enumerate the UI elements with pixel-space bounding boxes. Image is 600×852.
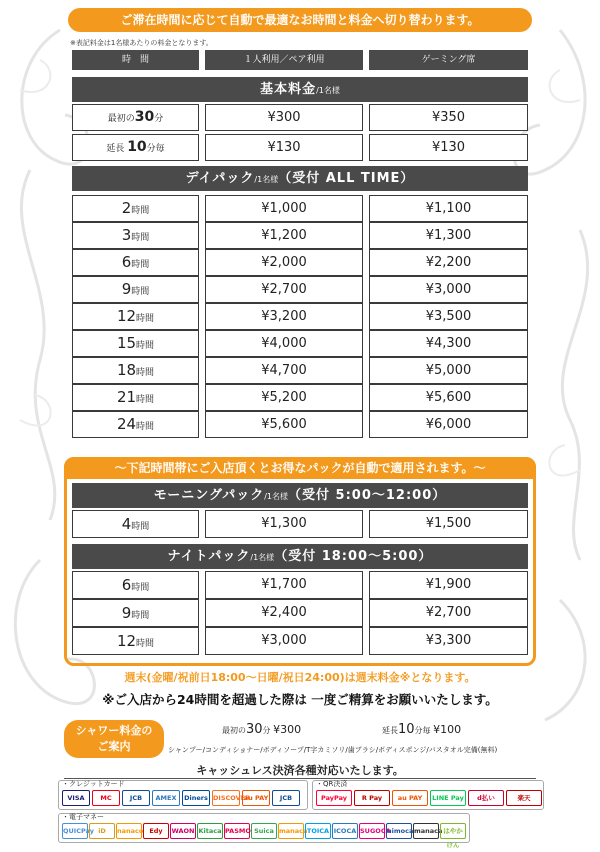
night-per: /1名様	[250, 553, 275, 562]
cashless-title: キャッシュレス決済各種対応いたします。	[196, 764, 404, 777]
special-pack-banner: 〜下記時間帯にご入店頂くとお得なパックが自動で適用されます。〜	[64, 457, 536, 479]
payment-logo: JCB	[272, 790, 300, 806]
time-number: 24	[116, 415, 137, 433]
time-number: 12	[116, 632, 137, 650]
time-unit: 時間	[131, 260, 150, 270]
time-number: 30	[134, 109, 155, 125]
single-price-cell: ¥3,000	[205, 627, 363, 655]
single-price-cell: ¥130	[205, 134, 363, 161]
shower-first-num: 30	[246, 722, 263, 737]
time-number: 3	[121, 226, 132, 244]
gaming-price-cell: ¥5,600	[369, 384, 528, 411]
payment-logo: iD	[89, 823, 115, 839]
time-unit: 時間	[136, 422, 155, 432]
daypack-title	[72, 166, 528, 191]
single-price-cell: ¥2,000	[205, 249, 363, 276]
time-number: 6	[121, 576, 132, 594]
shower-amenities: シャンプー/コンディショナー/ボディソープ/T字カミソリ/歯ブラシ/ボディスポンジ/バスタオル完備(無料)	[168, 746, 498, 754]
payment-logo: manaca	[278, 823, 304, 839]
time-unit: 時間	[131, 287, 150, 297]
gaming-price-cell: ¥1,500	[369, 510, 528, 538]
single-price-cell: ¥5,200	[205, 384, 363, 411]
gaming-price-cell: ¥2,700	[369, 599, 528, 627]
time-unit: 時間	[136, 341, 155, 351]
gaming-price-cell: ¥5,000	[369, 357, 528, 384]
time-cell	[72, 384, 199, 411]
payment-logo: d払い	[468, 790, 504, 806]
time-cell	[72, 510, 199, 538]
time-cell	[72, 195, 199, 222]
single-price-cell: ¥1,200	[205, 222, 363, 249]
gaming-price-cell: ¥1,300	[369, 222, 528, 249]
time-number: 9	[121, 280, 132, 298]
payment-logo: nimoca	[386, 823, 412, 839]
shower-badge-line2: ご案内	[97, 740, 131, 753]
time-number: 9	[121, 604, 132, 622]
time-cell	[72, 411, 199, 438]
single-price-cell: ¥2,700	[205, 276, 363, 303]
single-price-cell: ¥1,000	[205, 195, 363, 222]
credit-card-label: ・クレジットカード	[62, 780, 125, 788]
time-cell	[72, 249, 199, 276]
daypack-sub: （受付 ALL TIME）	[278, 171, 415, 186]
time-cell	[72, 571, 199, 599]
payment-logo: DISCOVER	[212, 790, 240, 806]
payment-logo: LINE Pay	[430, 790, 466, 806]
gaming-price-cell: ¥6,000	[369, 411, 528, 438]
payment-logo: PASMO	[224, 823, 250, 839]
qr-payment-label: ・QR決済	[316, 780, 348, 788]
time-number: 15	[116, 334, 137, 352]
time-unit: 時間	[131, 522, 150, 532]
time-number: 2	[121, 199, 132, 217]
time-unit: 時間	[136, 639, 155, 649]
over24-notice: ※ご入店から24時間を超過した際は 一度ご精算をお願いいたします。	[102, 692, 498, 707]
payment-logo: AMEX	[152, 790, 180, 806]
payment-logo: nanaco	[116, 823, 142, 839]
morning-per: /1名様	[264, 492, 288, 501]
time-unit: 時間	[136, 368, 155, 378]
time-unit: 時間	[136, 314, 155, 324]
payment-logo: au PAY	[392, 790, 428, 806]
payment-logo: PayPay	[316, 790, 352, 806]
time-prefix: 最初の	[107, 114, 135, 124]
payment-logo: R Pay	[354, 790, 390, 806]
payment-logo: WAON	[170, 823, 196, 839]
time-number: 6	[121, 253, 132, 271]
single-price-cell: ¥1,700	[205, 571, 363, 599]
shower-extension	[382, 722, 461, 737]
gaming-price-cell: ¥2,200	[369, 249, 528, 276]
gaming-price-cell: ¥3,000	[369, 276, 528, 303]
time-number: 21	[116, 388, 137, 406]
morning-title-text: モーニングパック	[153, 488, 265, 503]
payment-logo: QUICPay	[62, 823, 88, 839]
time-number: 12	[116, 307, 137, 325]
single-price-cell: ¥4,700	[205, 357, 363, 384]
shower-first-suf: 分	[262, 726, 271, 735]
payment-logo: SUGOCA	[359, 823, 385, 839]
time-cell	[72, 134, 199, 161]
daypack-per: /1名様	[254, 175, 279, 184]
payment-logo: manaca	[413, 823, 439, 839]
basic-price-per: /1名様	[316, 86, 340, 95]
payment-logo: JCB	[122, 790, 150, 806]
shower-ext-suf: 分毎	[414, 726, 431, 735]
time-cell	[72, 357, 199, 384]
time-number: 10	[127, 139, 147, 155]
night-sub: （受付 18:00〜5:00）	[274, 549, 433, 564]
time-unit: 時間	[131, 611, 150, 621]
emoney-label: ・電子マネー	[62, 813, 104, 821]
gaming-price-cell: ¥3,300	[369, 627, 528, 655]
payment-logo: Diners	[182, 790, 210, 806]
gaming-price-cell: ¥1,100	[369, 195, 528, 222]
payment-logo: 楽天	[506, 790, 542, 806]
morning-sub: （受付 5:00〜12:00）	[288, 488, 447, 503]
time-prefix: 延長	[106, 144, 128, 154]
time-unit: 分毎	[146, 144, 165, 154]
time-cell	[72, 222, 199, 249]
price-note: ※表記料金は1名様あたりの料金となります。	[70, 39, 213, 47]
time-cell	[72, 276, 199, 303]
shower-badge	[64, 720, 164, 758]
shower-badge-line1: シャワー料金の	[75, 724, 153, 737]
gaming-price-cell: ¥350	[369, 104, 528, 131]
shower-ext-num: 10	[398, 722, 415, 737]
gaming-price-cell: ¥4,300	[369, 330, 528, 357]
single-price-cell: ¥1,300	[205, 510, 363, 538]
single-price-cell: ¥5,600	[205, 411, 363, 438]
payment-logo: Edy	[143, 823, 169, 839]
single-price-cell: ¥3,200	[205, 303, 363, 330]
payment-logo: Kitaca	[197, 823, 223, 839]
cashless-divider	[64, 778, 536, 779]
basic-price-title-text: 基本料金	[260, 82, 317, 97]
shower-first	[222, 722, 301, 737]
payment-logo: はやかけん	[440, 823, 466, 839]
time-unit: 分	[154, 114, 164, 124]
time-cell	[72, 599, 199, 627]
single-price-cell: ¥4,000	[205, 330, 363, 357]
morning-pack-title	[72, 483, 528, 508]
header-single-pair: １人利用／ペア利用	[205, 50, 363, 70]
payment-logo: VISA	[62, 790, 90, 806]
time-unit: 時間	[131, 206, 150, 216]
payment-logo: MC	[92, 790, 120, 806]
header-time: 時 間	[72, 50, 199, 70]
auto-switch-banner: ご滞在時間に応じて自動で最適なお時間と料金へ切り替わります。	[68, 8, 532, 32]
payment-logo: Suica	[251, 823, 277, 839]
gaming-price-cell: ¥3,500	[369, 303, 528, 330]
shower-first-pre: 最初の	[222, 726, 246, 735]
weekend-notice: 週末(金曜/祝前日18:00〜日曜/祝日24:00)は週末料金※となります。	[124, 671, 476, 684]
time-unit: 時間	[131, 583, 150, 593]
gaming-price-cell: ¥130	[369, 134, 528, 161]
single-price-cell: ¥2,400	[205, 599, 363, 627]
single-price-cell: ¥300	[205, 104, 363, 131]
shower-ext-pre: 延長	[382, 726, 398, 735]
shower-ext-price: ¥100	[433, 723, 462, 736]
night-title-text: ナイトパック	[167, 549, 251, 564]
payment-logo: ICOCA	[332, 823, 358, 839]
time-unit: 時間	[131, 233, 150, 243]
time-number: 18	[116, 361, 137, 379]
gaming-price-cell: ¥1,900	[369, 571, 528, 599]
time-unit: 時間	[136, 395, 155, 405]
time-cell	[72, 330, 199, 357]
time-cell	[72, 104, 199, 131]
daypack-title-text: デイパック	[185, 171, 255, 186]
time-number: 4	[121, 515, 132, 533]
basic-price-title	[72, 77, 528, 102]
header-gaming: ゲーミング席	[369, 50, 528, 70]
payment-logo: TOICA	[305, 823, 331, 839]
time-cell	[72, 303, 199, 330]
time-cell	[72, 627, 199, 655]
payment-logo: au PAY	[242, 790, 270, 806]
night-pack-title	[72, 544, 528, 569]
shower-first-price: ¥300	[273, 723, 302, 736]
